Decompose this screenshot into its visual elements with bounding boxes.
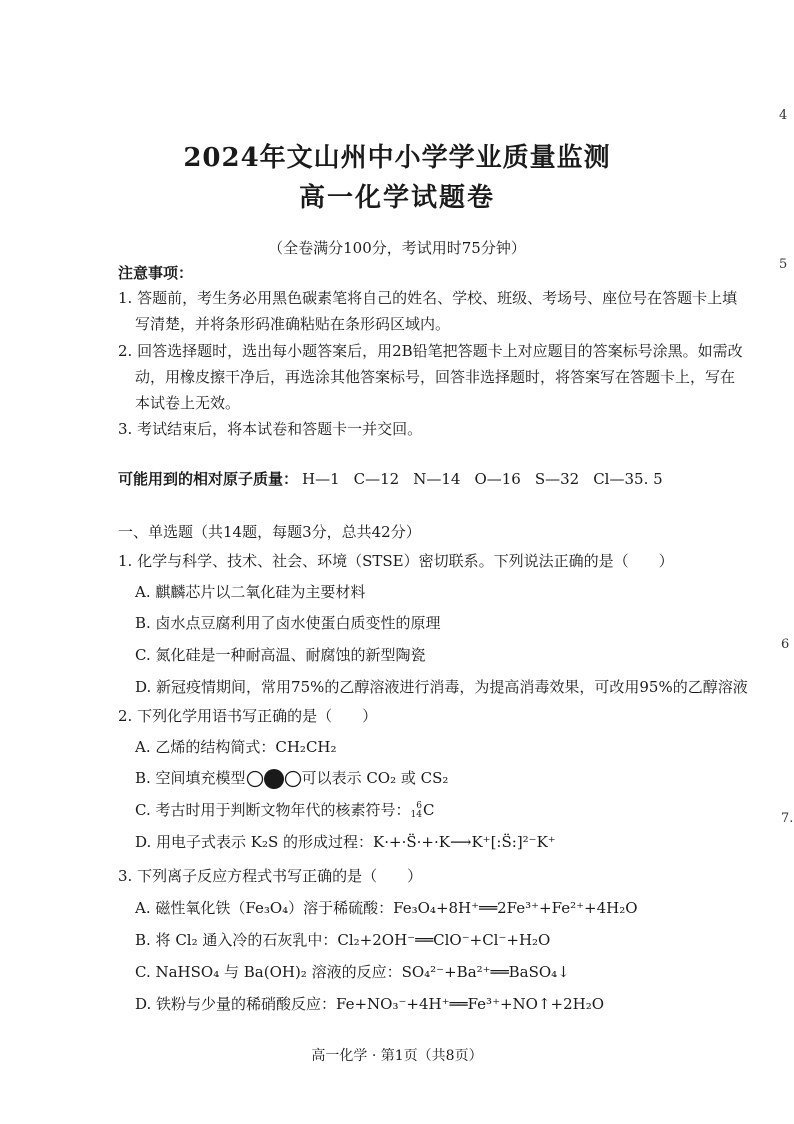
notice-line: 动，用橡皮擦干净后，再选涂其他答案标号，回答非选择题时，将答案写在答题卡上，写在 bbox=[135, 368, 736, 386]
question-option bbox=[135, 766, 448, 790]
question-option: D. 用电子式表示 K₂S 的形成过程：K·+·S̈·+·K⟶K⁺[:S̈:]²⁻K⁺ bbox=[135, 833, 556, 851]
question-option: A. 乙烯的结构简式：CH₂CH₂ bbox=[135, 738, 337, 756]
page-footer: 高一化学 · 第1页（共8页） bbox=[311, 1048, 483, 1064]
atomic-mass-value: C—12 bbox=[353, 470, 400, 488]
question-option: D. 新冠疫情期间，常用75%的乙醇溶液进行消毒，为提高消毒效果，可改用95%的乙醇溶液 bbox=[135, 678, 748, 696]
option-text: C. 考古时用于判断文物年代的核素符号： bbox=[135, 801, 411, 819]
nuclide-atomic-number: 14 bbox=[410, 810, 422, 820]
atomic-mass-label: 可能用到的相对原子质量： bbox=[118, 470, 299, 488]
notice-line: 本试卷上无效。 bbox=[135, 394, 241, 412]
atomic-mass-value: Cl—35. 5 bbox=[593, 470, 663, 488]
atomic-mass-value: O—16 bbox=[474, 470, 521, 488]
notice-line: 写清楚，并将条形码准确粘贴在条形码区域内。 bbox=[135, 315, 451, 333]
question-option: C. NaHSO₄ 与 Ba(OH)₂ 溶液的反应：SO₄²⁻+Ba²⁺══BaSO₄↓ bbox=[135, 963, 570, 981]
page-subtitle: 高一化学试题卷 bbox=[298, 183, 495, 213]
option-text: 可以表示 CO₂ 或 CS₂ bbox=[301, 769, 449, 787]
notice-line: 1. 答题前，考生务必用黑色碳素笔将自己的姓名、学校、班级、考场号、座位号在答题卡上填 bbox=[118, 289, 738, 307]
question-option: B. 卤水点豆腐利用了卤水使蛋白质变性的原理 bbox=[135, 614, 441, 632]
page-title: 2024年文山州中小学学业质量监测 bbox=[183, 143, 611, 173]
atomic-mass-value: N—14 bbox=[413, 470, 461, 488]
question-stem: 2. 下列化学用语书写正确的是（ ） bbox=[118, 707, 378, 725]
question-option: A. 麒麟芯片以二氧化硅为主要材料 bbox=[135, 583, 366, 601]
notice-line: 2. 回答选择题时，选出每小题答案后，用2B铅笔把答题卡上对应题目的答案标号涂黑。如需改 bbox=[118, 342, 743, 360]
notice-heading: 注意事项： bbox=[118, 264, 194, 282]
margin-number: 5 bbox=[779, 257, 788, 272]
section-heading: 一、单选题（共14题，每题3分，总共42分） bbox=[118, 523, 421, 541]
space-filling-model-icon bbox=[246, 769, 302, 789]
question-stem: 1. 化学与科学、技术、社会、环境（STSE）密切联系。下列说法正确的是（ ） bbox=[118, 552, 674, 570]
margin-number: 6 bbox=[781, 637, 790, 652]
question-option: B. 将 Cl₂ 通入冷的石灰乳中：Cl₂+2OH⁻══ClO⁻+Cl⁻+H₂O bbox=[135, 931, 551, 949]
nuclide-scripts bbox=[410, 802, 421, 820]
atomic-mass-value: S—32 bbox=[534, 470, 580, 488]
question-option bbox=[135, 798, 434, 822]
nuclide-mass-number: 6 bbox=[416, 801, 422, 811]
nuclide-symbol: C bbox=[422, 801, 435, 819]
question-option: C. 氮化硅是一种耐高温、耐腐蚀的新型陶瓷 bbox=[135, 646, 426, 664]
atomic-mass-line bbox=[118, 467, 677, 491]
atomic-mass-value: H—1 bbox=[302, 470, 340, 488]
exam-info: （全卷满分100分，考试用时75分钟） bbox=[268, 239, 526, 257]
option-text: B. 空间填充模型 bbox=[135, 769, 246, 787]
margin-number: 4 bbox=[779, 108, 788, 123]
question-option: A. 磁性氧化铁（Fe₃O₄）溶于稀硫酸：Fe₃O₄+8H⁺══2Fe³⁺+Fe²⁺+4H₂O bbox=[135, 899, 638, 917]
question-option: D. 铁粉与少量的稀硝酸反应：Fe+NO₃⁻+4H⁺══Fe³⁺+NO↑+2H₂O bbox=[135, 995, 605, 1013]
notice-line: 3. 考试结束后，将本试卷和答题卡一并交回。 bbox=[118, 420, 423, 438]
margin-number: 7. bbox=[781, 811, 794, 826]
question-stem: 3. 下列离子反应方程式书写正确的是（ ） bbox=[118, 867, 423, 885]
